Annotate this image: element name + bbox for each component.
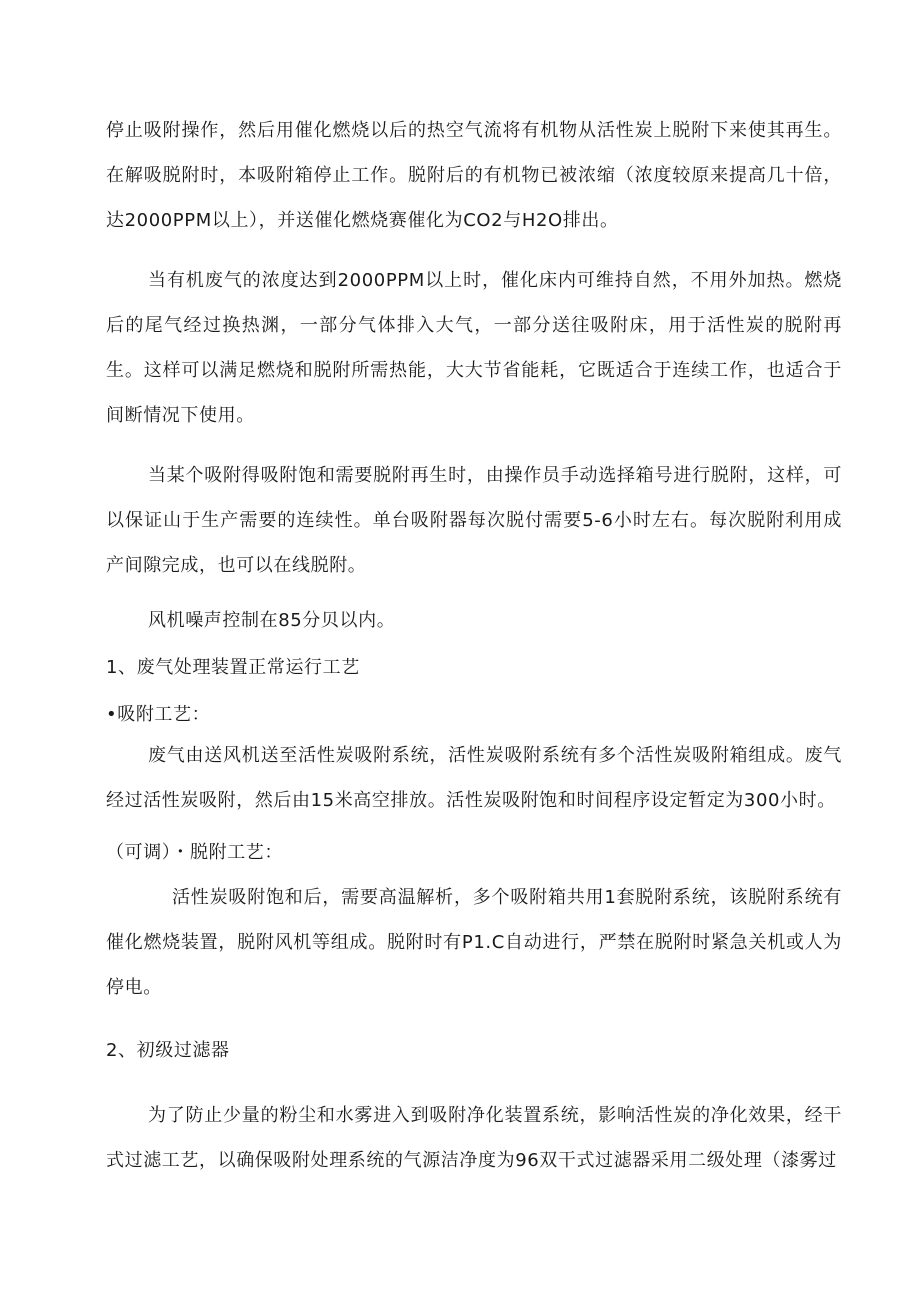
- paragraph-catalytic-bed: 当有机废气的浓度达到2000PPM以上时，催化床内可维持自然，不用外加热。燃烧后的尾气经过换热渊，一部分气体排入大气，一部分送往吸附床，用于活性炭的脱附再生。这样可以满足燃烧和脱附所需热能，大大节省能耗，它既适合于连续工作，也适合于间断情况下使用。: [106, 270, 842, 426]
- paragraph-adsorption-process: 废气由送风机送至活性炭吸附系统，活性炭吸附系统有多个活性炭吸附箱组成。废气经过活性炭吸附，然后由15米高空排放。活性炭吸附饱和时间程序设定暂定为300小时。: [106, 745, 842, 811]
- paragraph-primary-filter: 为了防止少量的粉尘和水雾进入到吸附净化装置系统，影响活性炭的净化效果，经干式过滤工艺，以确保吸附处理系统的气源洁净度为96双干式过滤器采用二级处理（漆雾过: [106, 1105, 842, 1171]
- paragraph-desorption-process: 活性炭吸附饱和后，需要高温解析，多个吸附箱共用1套脱附系统，该脱附系统有催化燃烧装置，脱附风机等组成。脱附时有P1.C自动进行，严禁在脱附时紧急关机或人为停电。: [106, 887, 842, 998]
- heading-section-2: 2、初级过滤器: [106, 1040, 230, 1061]
- heading-desorption-process: （可调）・脱附工艺：: [106, 842, 283, 863]
- heading-adsorption-process: •吸附工艺：: [106, 704, 211, 725]
- paragraph-manual-desorption: 当某个吸附得吸附饱和需要脱附再生时，由操作员手动选择箱号进行脱附，这样，可以保证山于生产需要的连续性。单台吸附器每次脱付需要5-6小时左右。每次脱附利用成产间隙完成，也可以在线脱附。: [106, 465, 842, 576]
- heading-section-1: 1、废气处理装置正常运行工艺: [106, 657, 360, 678]
- paragraph-fan-noise: 风机噪声控制在85分贝以内。: [148, 610, 396, 631]
- paragraph-desorption-intro: 停止吸附操作，然后用催化燃烧以后的热空气流将有机物从活性炭上脱附下来使其再生。在解吸脱附时，本吸附箱停止工作。脱附后的有机物已被浓缩（浓度较原来提高几十倍，达2000PPM以上），并送催化燃烧赛催化为CO2与H2O排出。: [106, 120, 842, 231]
